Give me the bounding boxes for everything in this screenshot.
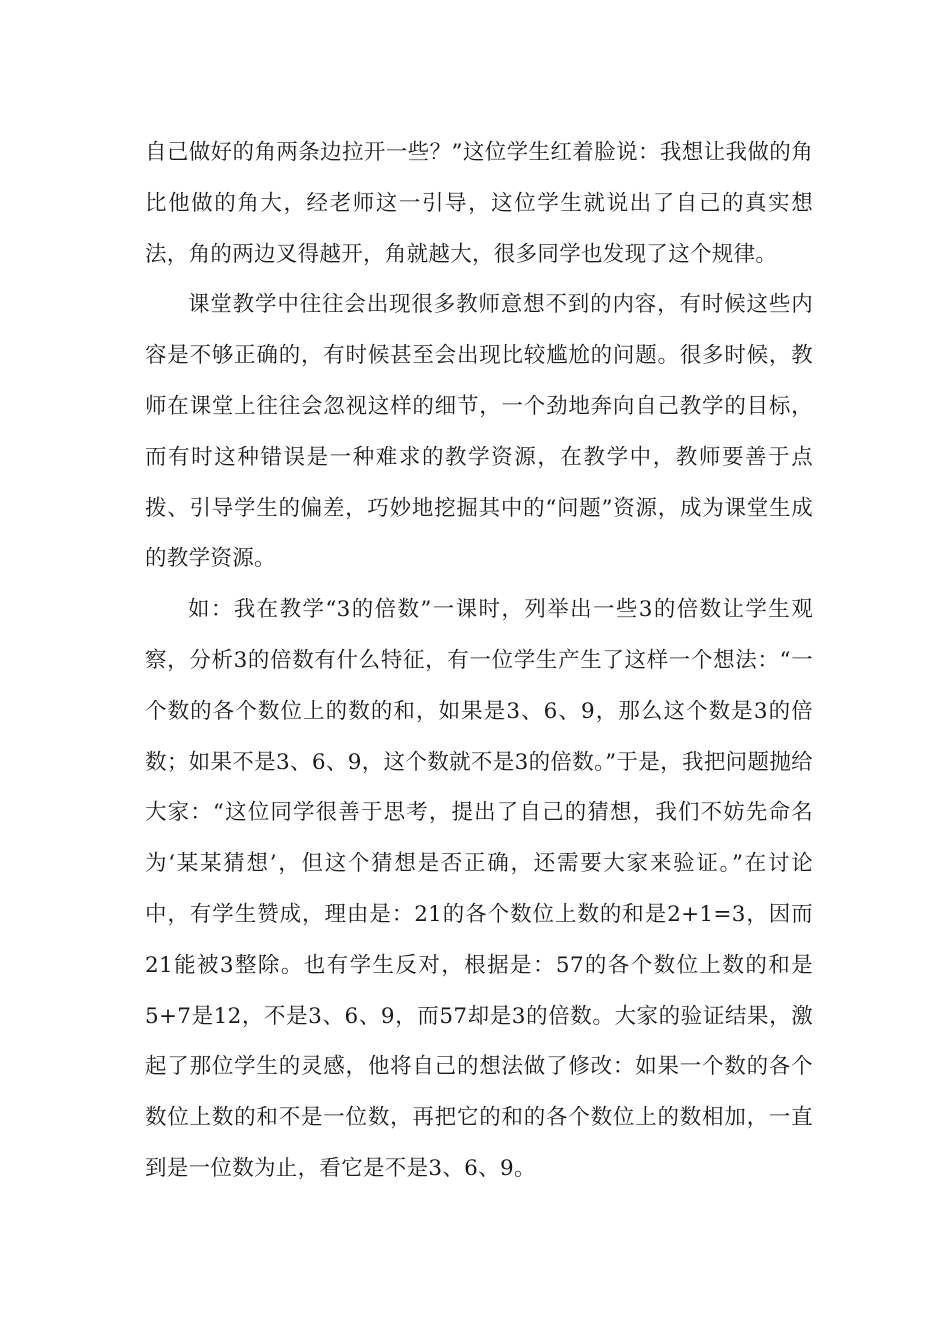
body-text <box>145 128 813 1195</box>
paragraph-classroom-teaching: 课堂教学中往往会出现很多教师意想不到的内容，有时候这些内容是不够正确的，有时候甚至会出现比较尴尬的问题。很多时候，教师在课堂上往往会忽视这样的细节，一个劲地奔向自己教学的目标，而有时这种错误是一种难求的教学资源，在教学中，教师要善于点拨、引导学生的偏差，巧妙地挖掘其中的“问题”资源，成为课堂生成的教学资源。 <box>145 292 813 572</box>
paragraph-continuation: 自己做好的角两条边拉开一些？”这位学生红着脸说：我想让我做的角比他做的角大，经老师这一引导，这位学生就说出了自己的真实想法，角的两边叉得越开，角就越大，很多同学也发现了这个规律。 <box>145 140 813 267</box>
paragraph-example-multiples-of-3: 如：我在教学“3的倍数”一课时，列举出一些3的倍数让学生观察，分析3的倍数有什么特征，有一位学生产生了这样一个想法：“一个数的各个数位上的数的和，如果是3、6、9，那么这个数是3的倍数；如果不是3、6、9，这个数就不是3的倍数。”于是，我把问题抛给大家：“这位同学很善于思考，提出了自己的猜想，我们不妨先命名为‘某某猜想’，但这个猜想是否正确，还需要大家来验证。”在讨论中，有学生赞成，理由是：21的各个数位上数的和是2+1=3，因而21能被3整除。也有学生反对，根据是：57的各个数位上数的和是5+7是12，不是3、6、9，而57却是3的倍数。大家的验证结果，激起了那位学生的灵感，他将自己的想法做了修改：如果一个数的各个数位上数的和不是一位数，再把它的和的各个数位上的数相加，一直到是一位数为止，看它是不是3、6、9。 <box>145 597 813 1181</box>
